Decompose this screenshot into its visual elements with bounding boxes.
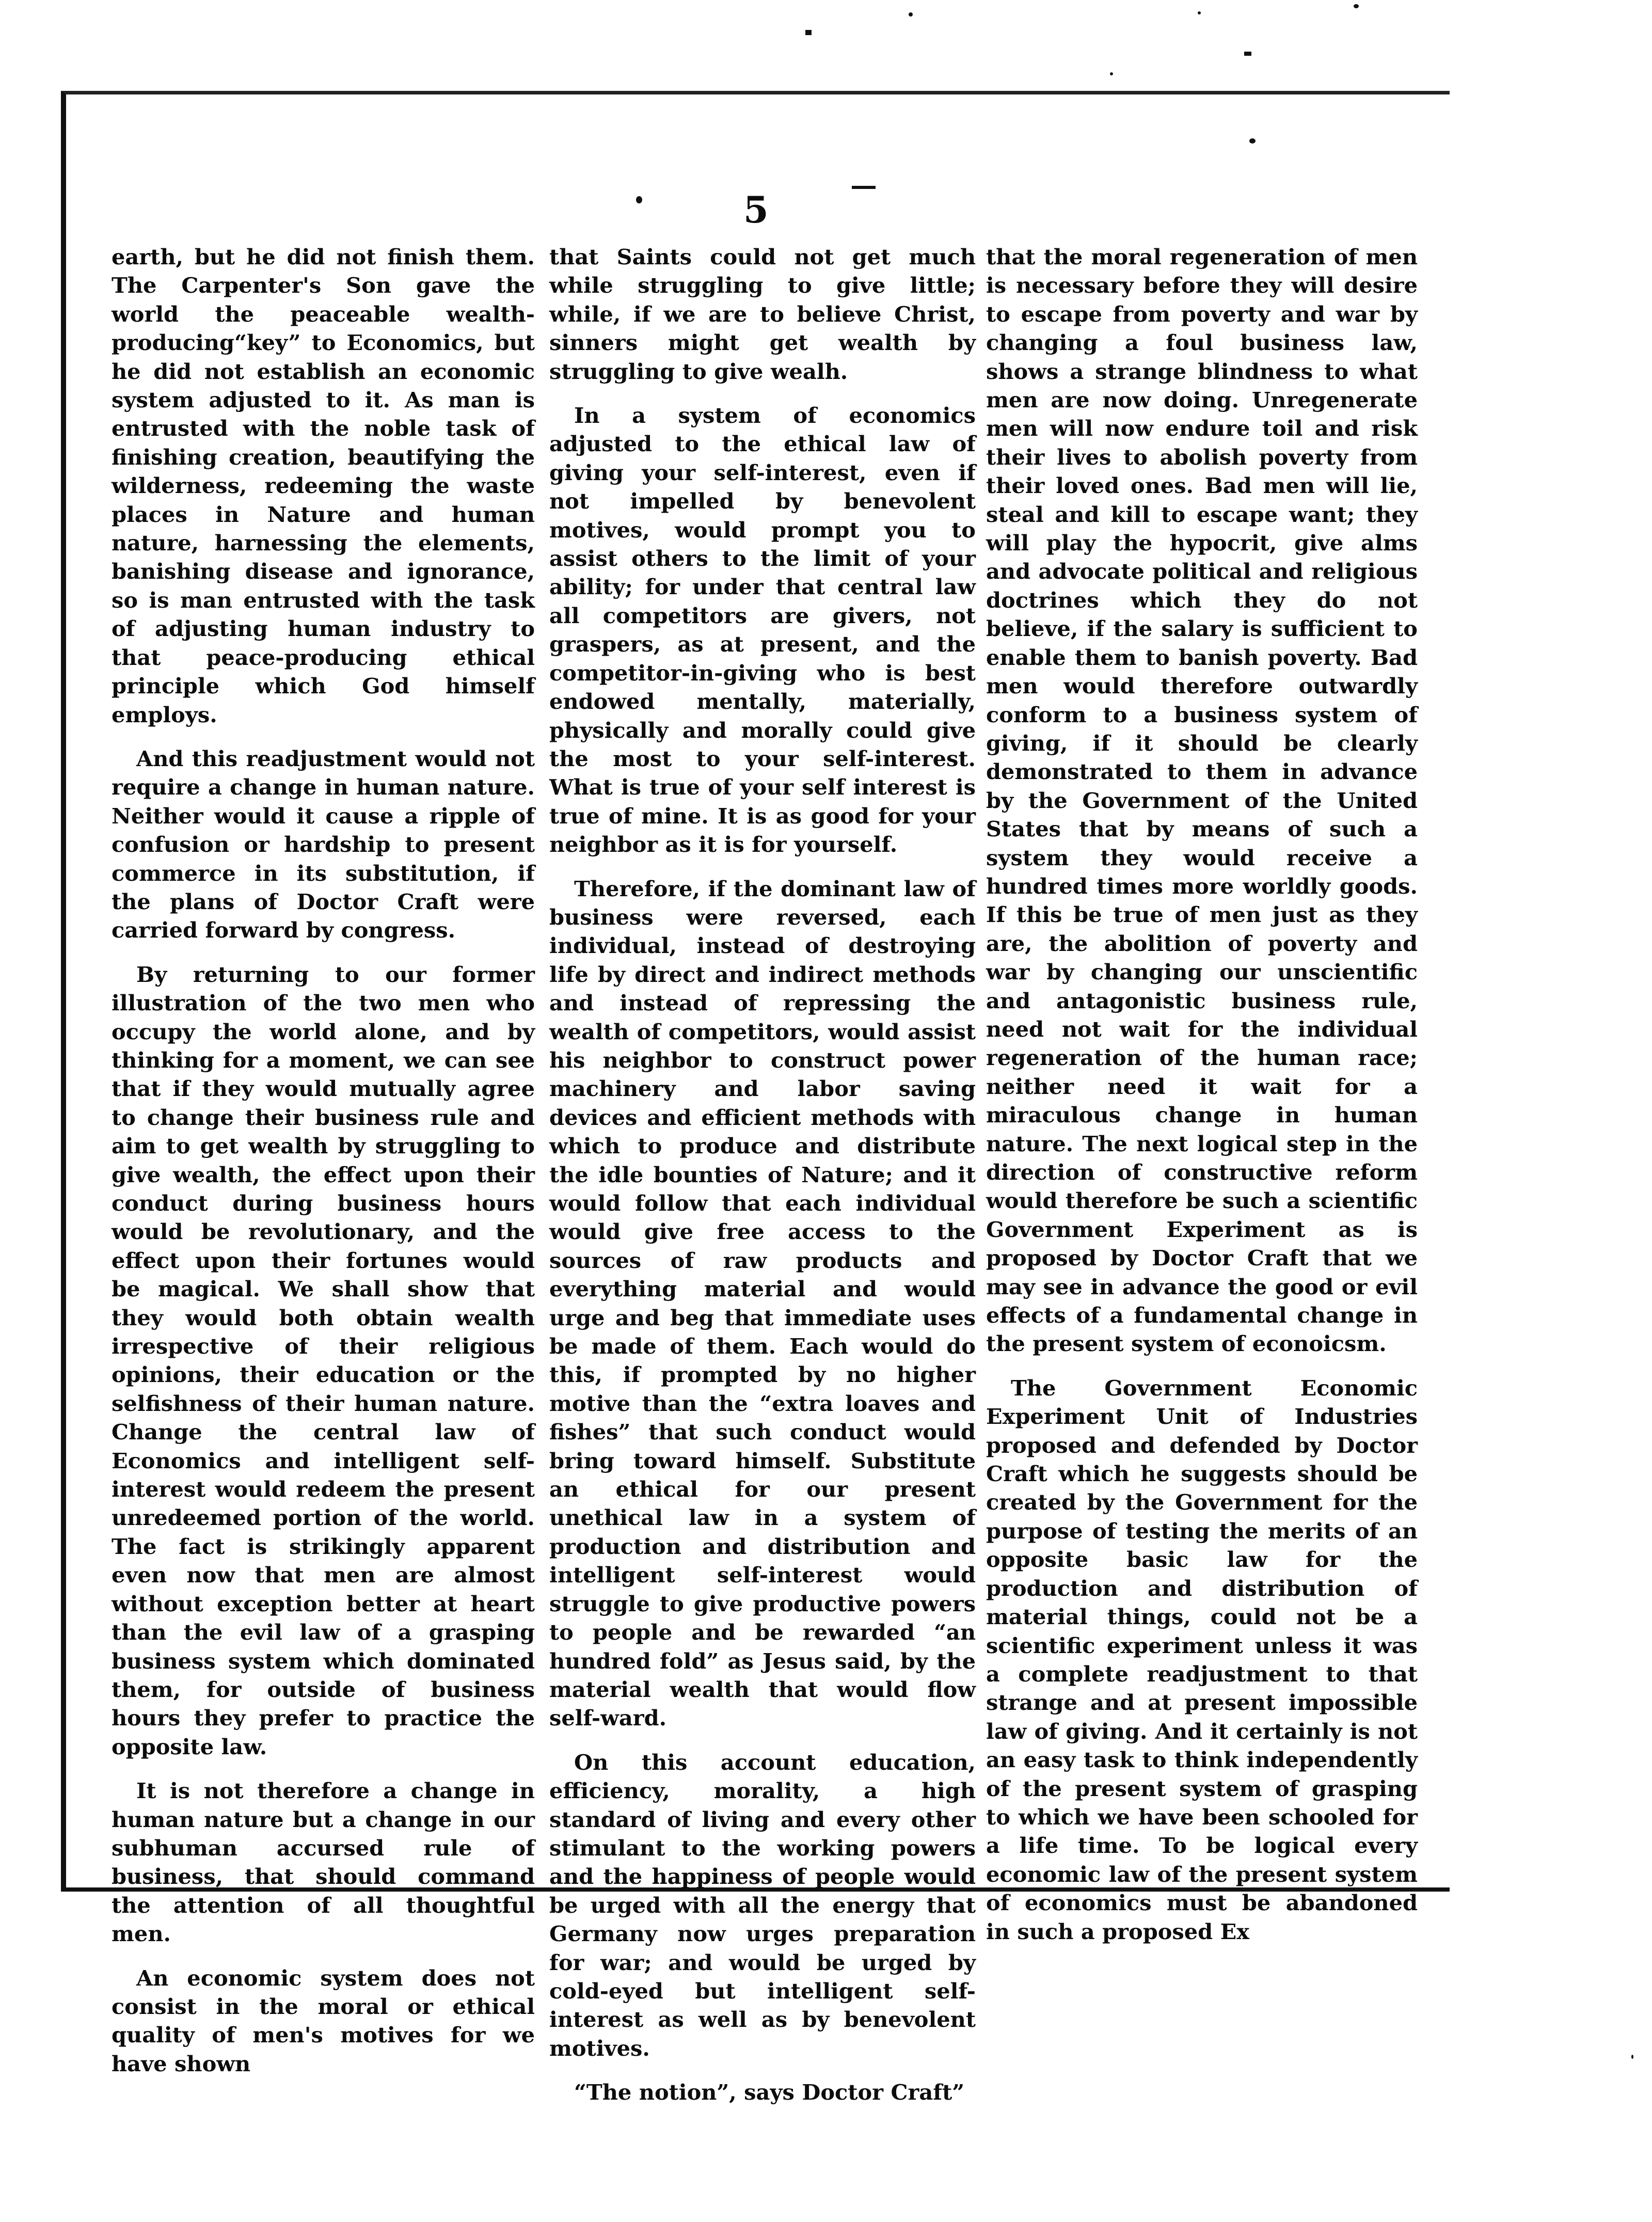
scan-speck — [1198, 11, 1201, 14]
scan-speck — [1110, 72, 1113, 75]
paragraph: that the moral regeneration of men is necessary before they will desire to escape from poverty and war by changing a foul business law, shows a strange blindness to what men are now doing. Unregenerate men will now endure toil and risk their lives to abolish poverty from their loved ones. Bad men will lie, steal and kill to escape want; they will play the hypocrit, give alms and advocate political and religious doctrines which they do not believe, if the salary is sufficient to enable them to banish poverty. Bad men would therefore outwardly conform to a business system of giving, if it should be clearly demonstrated to them in advance by the Government of the United States that by means of such a system they would receive a hundred times more worldly goods. If this be true of men just as they are, the abolition of poverty and war by changing our unscientific and antagonistic business rule, need not wait for the individual regeneration of the human race; neither need it wait for a miraculous change in human nature. The next logical step in the direction of constructive reform would therefore be such a scientific Government Experiment as is proposed by Doctor Craft that we may see in advance the good or evil effects of a fundamental change in the present system of econoicsm. — [986, 244, 1418, 1357]
text-column-1 — [112, 243, 535, 2093]
page-number: 5 — [743, 188, 769, 231]
scan-speck — [1631, 2055, 1633, 2059]
scan-speck — [636, 196, 642, 203]
scan-mark — [805, 30, 812, 35]
scan-mark — [1244, 52, 1251, 56]
scan-mark — [852, 186, 876, 189]
paragraph: “The notion”, says Doctor Craft” — [574, 2080, 965, 2105]
scan-speck — [1354, 4, 1359, 8]
paragraph: The Government Economic Experiment Unit of Industries proposed and defended by Doctor Craft which he suggests should be created by the Government for the purpose of testing the merits of an opposite basic law for the production and distribution of material things, could not be a scientific experiment unless it was a complete readjustment to that strange and at present impossible law of giving. And it certainly is not an easy task to think independently of the present system of grasping to which we have been schooled for a life time. To be logical every economic law of the present system of economics must be abandoned in such a proposed Ex — [986, 1375, 1418, 1944]
text-column-3 — [986, 243, 1418, 1961]
paragraph: In a system of economics adjusted to the ethical law of giving your self-interest, even if not impelled by benevolent motives, would prompt you to assist others to the limit of your ability; for under that central law all competitors are givers, not graspers, as at present, and the competitor-in-giving who is best endowed mentally, materially, physically and morally could give the most to your self-interest. What is true of your self interest is true of mine. It is as good for your neighbor as it is for yourself. — [549, 403, 976, 858]
paragraph: And this readjustment would not require a change in human nature. Neither would it cause a ripple of confusion or hardship to present commerce in its substitution, if the plans of Doctor Craft were carried forward by congress. — [112, 745, 535, 943]
paragraph: earth, but he did not finish them. The Carpenter's Son gave the world the peaceable wealth-producing“key” to Economics, but he did not establish an economic system adjusted to it. As man is entrusted with the noble task of finishing creation, beautifying the wilderness, redeeming the waste places in Nature and human nature, harnessing the elements, banishing disease and ignorance, so is man entrusted with the task of adjusting human industry to that peace-producing ethical principle which God himself employs. — [112, 244, 535, 727]
paragraph: that Saints could not get much while struggling to give little; while, if we are to believe Christ, sinners might get wealth by struggling to give wealh. — [549, 244, 976, 384]
paragraph: By returning to our former illustration of the two men who occupy the world alone, and by thinking for a moment, we can see that if they would mutually agree to change their business rule and aim to get wealth by struggling to give wealth, the effect upon their conduct during business hours would be revolutionary, and the effect upon their fortunes would be magical. We shall show that they would both obtain wealth irrespective of their religious opinions, their education or the selfishness of their human nature. Change the central law of Economics and intelligent self-interest would redeem the present unredeemed portion of the world. The fact is strikingly apparent even now that men are almost without exception better at heart than the evil law of a grasping business system which dominated them, for outside of business hours they prefer to practice the opposite law. — [112, 961, 535, 1759]
scan-speck — [1249, 138, 1256, 144]
paragraph: It is not therefore a change in human nature but a change in our subhuman accursed rule of business, that should command the attention of all thoughtful men. — [112, 1778, 535, 1947]
paragraph: On this account education, efficiency, morality, a high standard of living and every other stimulant to the working powers and the happiness of people would be urged with all the energy that Germany now urges preparation for war; and would be urged by cold-eyed but intelligent self-interest as well as by benevolent motives. — [549, 1749, 976, 2061]
text-column-2 — [549, 243, 976, 2122]
scan-speck — [909, 12, 913, 17]
paragraph: Therefore, if the dominant law of business were reversed, each individual, instead of destroying life by direct and indirect methods and instead of repressing the wealth of competitors, would assist his neighbor to construct power machinery and labor saving devices and efficient methods with which to produce and distribute the idle bounties of Nature; and it would follow that each individual would give free access to the sources of raw products and everything material and would urge and beg that immediate uses be made of them. Each would do this, if prompted by no higher motive than the “extra loaves and fishes” that such conduct would bring toward himself. Substitute an ethical for our present unethical law in a system of production and distribution and intelligent self-interest would struggle to give productive powers to people and be rewarded “an hundred fold” as Jesus said, by the material wealth that would flow self-ward. — [549, 876, 976, 1731]
paragraph: An economic system does not consist in the moral or ethical quality of men's motives for we have shown — [112, 1965, 535, 2076]
